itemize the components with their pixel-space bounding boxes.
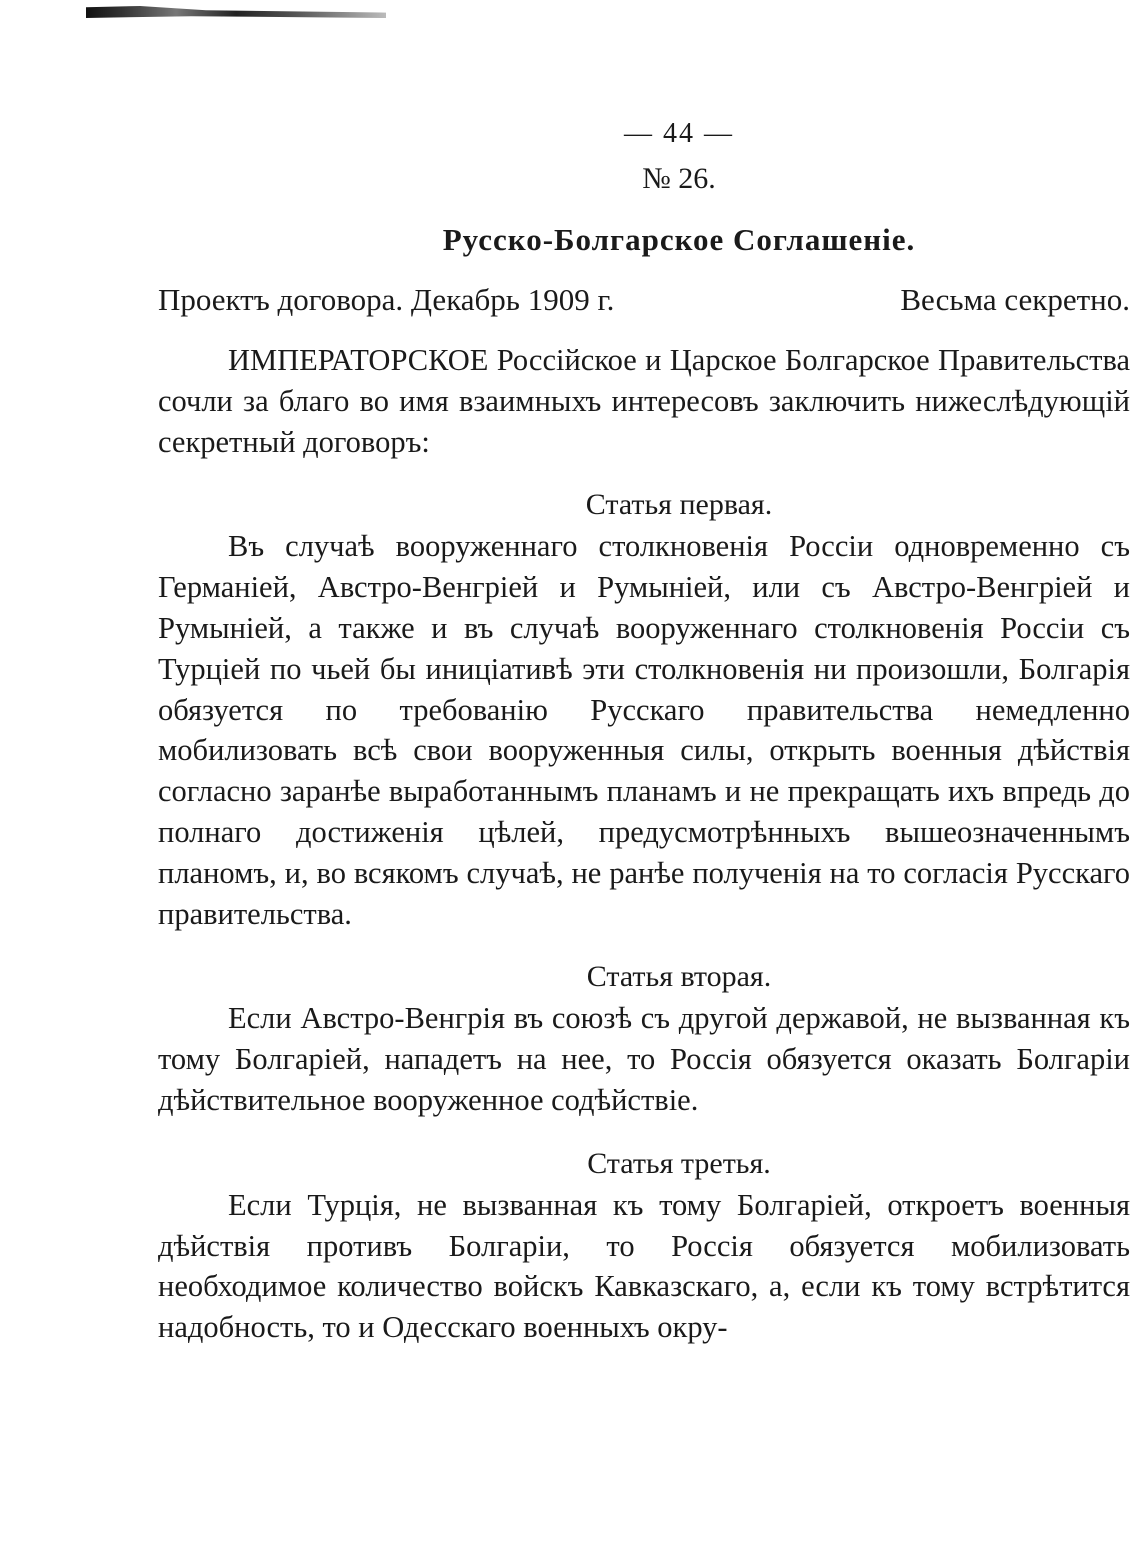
- article-2-title: Статья вторая.: [586, 960, 772, 994]
- preamble-paragraph: ИМПЕРАТОРСКОЕ Россійское и Царское Болгарское Правительства сочли за благо во имя взаимныхъ интересовъ заключить нижеслѣдующій секретный договоръ:: [158, 343, 1130, 459]
- article-3-text: Если Турція, не вызванная къ тому Болгаріей, откроетъ военныя дѣйствія противъ Болгаріи, то Россія обязуется мобилизовать необходимое количество войскъ Кавказскаго, а, если къ тому встрѣтится надобность, то и Одесскаго военныхъ окру-: [158, 1187, 1130, 1345]
- document-header-line: [158, 282, 1130, 340]
- scan-artifact: [86, 6, 386, 18]
- article-1-title: Статья первая.: [585, 488, 773, 522]
- document-number: № 26.: [642, 162, 716, 195]
- secrecy-mark: Весьма секретно.: [900, 282, 1130, 317]
- page-number: — 44 —: [624, 118, 734, 149]
- document-page: [158, 118, 1130, 1348]
- article-3-title: Статья третья.: [587, 1146, 771, 1180]
- draft-date: Проектъ договора. Декабрь 1909 г.: [158, 282, 615, 317]
- document-title: Русско-Болгарское Соглашеніе.: [442, 222, 916, 257]
- article-1-text: Въ случаѣ вооруженнаго столкновенія Россіи одновременно съ Германіей, Австро-Венгріей и Румыніей, или съ Австро-Венгріей и Румыніей, а также и въ случаѣ вооруженнаго столкновенія Россіи съ Турціей по чьей бы иниціативѣ эти столкновенія ни произошли, Болгарія обязуется по требованію Русскаго правительства немедленно мобилизовать всѣ свои вооруженныя силы, открыть военныя дѣйствія согласно заранѣе выработаннымъ планамъ и не прекращать ихъ впредь до полнаго достиженія цѣлей, предусмотрѣнныхъ вышеозначеннымъ планомъ, и, во всякомъ случаѣ, не ранѣе полученія на то согласія Русскаго правительства.: [158, 529, 1130, 931]
- article-2-text: Если Австро-Венгрія въ союзѣ съ другой державой, не вызванная къ тому Болгаріей, нападетъ на нее, то Россія обязуется оказать Болгаріи дѣйствительное вооруженное содѣйствіе.: [158, 1001, 1130, 1117]
